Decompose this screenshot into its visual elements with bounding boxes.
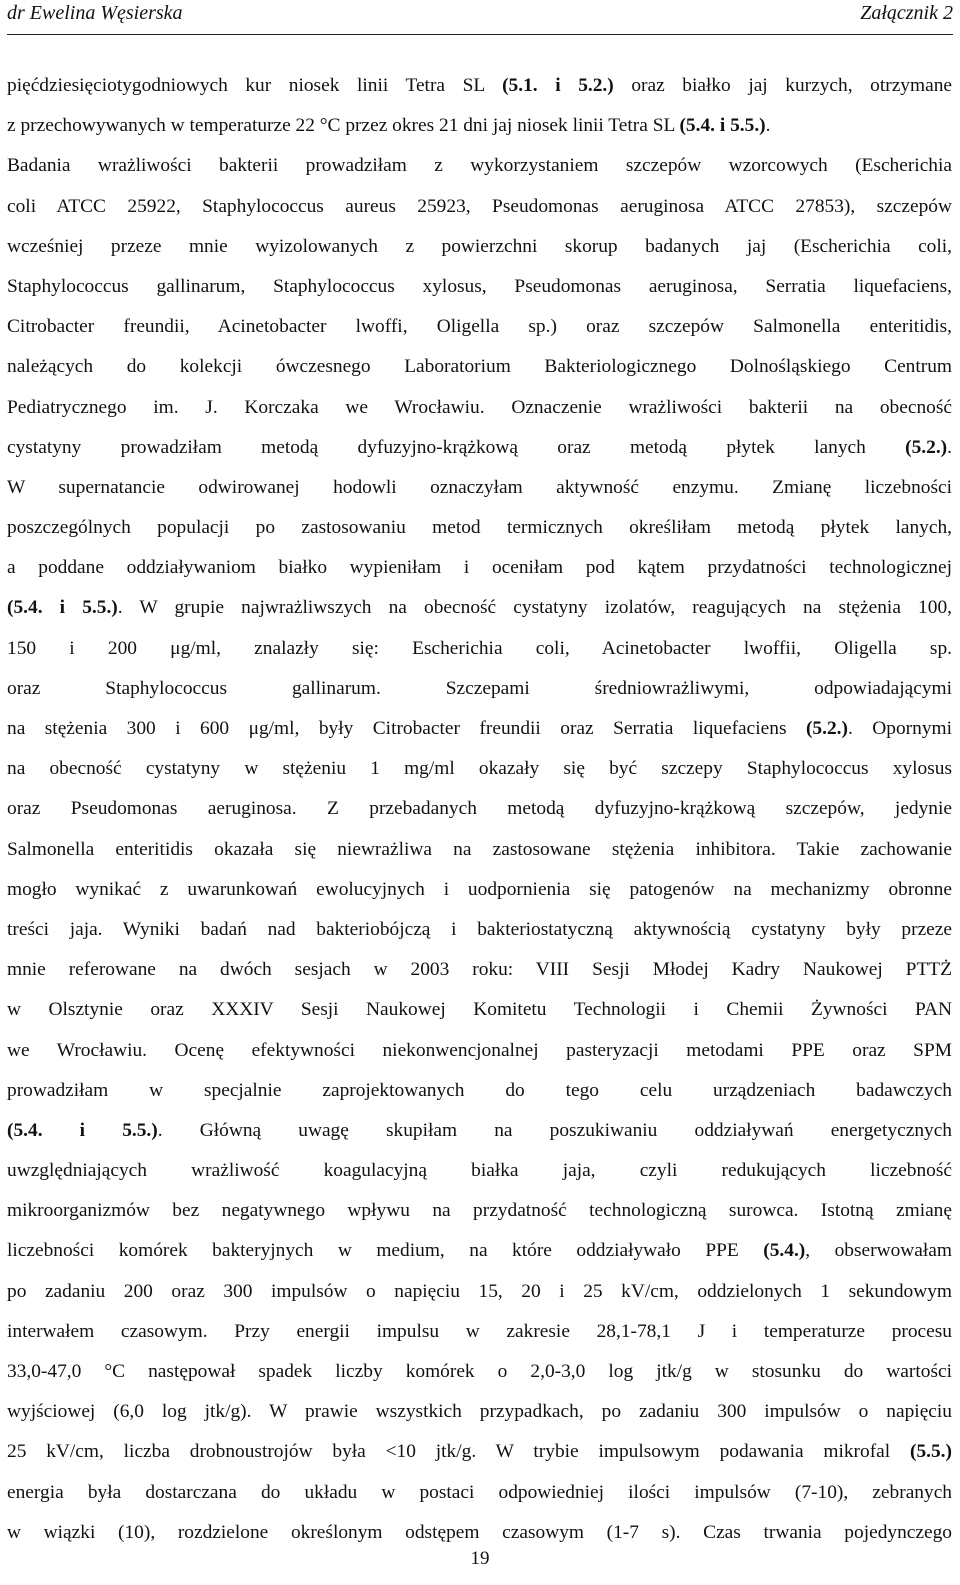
- text-line: [7, 1475, 952, 1515]
- text-line: [7, 1033, 952, 1073]
- text-segment: interwałem czasowym. Przy energii impulsu w zakresie 28,1-78,1 J i temperaturze procesu: [7, 1320, 952, 1342]
- text-line: [7, 751, 952, 791]
- text-segment: mnie referowane na dwóch sesjach w 2003 roku: VIII Sesji Młodej Kadry Naukowej PTTŻ: [7, 959, 952, 981]
- text-segment: wcześniej przeze mnie wyizolowanych z powierzchni skorup badanych jaj (Escherichia coli,: [7, 235, 952, 257]
- text-segment: liczebności komórek bakteryjnych w medium, na które oddziaływało PPE: [7, 1240, 764, 1262]
- text-segment: , obserwowałam: [805, 1240, 952, 1262]
- text-line: [7, 470, 952, 510]
- text-segment: 25 kV/cm, liczba drobnoustrojów była <10 jtk/g. W trybie impulsowym podawania mikrofal: [7, 1441, 910, 1463]
- text-segment: Salmonella enteritidis okazała się niewrażliwa na zastosowane stężenia inhibitora. Takie zachowanie: [7, 838, 952, 860]
- text-segment: na obecność cystatyny w stężeniu 1 mg/ml okazały się być szczepy Staphylococcus xylosus: [7, 758, 952, 780]
- text-line: [7, 1073, 952, 1113]
- header-attachment: Załącznik 2: [860, 2, 953, 24]
- text-segment: prowadziłam w specjalnie zaprojektowanych do tego celu urządzeniach badawczych: [7, 1079, 952, 1101]
- text-line: [7, 590, 952, 630]
- text-line: [7, 872, 952, 912]
- text-line: [7, 1274, 952, 1314]
- text-segment: uwzględniających wrażliwość koagulacyjną białka jaja, czyli redukujących liczebność: [7, 1160, 952, 1182]
- text-line: [7, 631, 952, 671]
- text-line: [7, 832, 952, 872]
- text-line: [7, 1434, 952, 1474]
- text-segment: 150 i 200 μg/ml, znalazły się: Escherichia coli, Acinetobacter lwoffii, Oligella sp.: [7, 637, 952, 659]
- page-number: 19: [470, 1548, 490, 1569]
- reference-marker: (5.5.): [909, 1441, 952, 1463]
- text-segment: oraz białko jaj kurzych, otrzymane: [613, 75, 952, 96]
- text-line: [7, 1153, 952, 1193]
- reference-marker: (5.4.): [763, 1240, 806, 1262]
- text-segment: Staphylococcus gallinarum, Staphylococcus xylosus, Pseudomonas aeruginosa, Serratia liquefaciens,: [7, 275, 952, 297]
- text-segment: . Opornymi: [847, 718, 952, 739]
- text-line: [7, 1394, 952, 1434]
- text-segment: treści jaja. Wyniki badań nad bakteriobójczą i bakteriostatyczną aktywnością cystatyny były przeze: [7, 918, 952, 940]
- text-segment: mogło wynikać z uwarunkowań ewolucyjnych i uodpornienia się patogenów na mechanizmy obronne: [7, 878, 952, 900]
- reference-marker: (5.4. i 5.5.): [7, 597, 118, 619]
- text-segment: . Główną uwagę skupiłam na poszukiwaniu oddziaływań energetycznych: [157, 1119, 953, 1141]
- text-line: [7, 992, 952, 1032]
- text-line: [7, 1354, 952, 1394]
- reference-marker: (5.2.): [905, 436, 948, 458]
- text-segment: 33,0-47,0 °C następował spadek liczby komórek o 2,0-3,0 log jtk/g w stosunku do wartości: [7, 1361, 952, 1382]
- text-segment: w wiązki (10), rozdzielone określonym odstępem czasowym (1-7 s). Czas trwania pojedynczego: [7, 1521, 952, 1543]
- text-line: [7, 430, 952, 470]
- text-segment: Pediatrycznego im. J. Korczaka we Wrocławiu. Oznaczenie wrażliwości bakterii na obecność: [7, 396, 952, 418]
- text-line: [7, 1314, 952, 1354]
- text-segment: energia była dostarczana do układu w postaci odpowiedniej ilości impulsów (7-10), zebranych: [7, 1481, 952, 1503]
- text-segment: Badania wrażliwości bakterii prowadziłam z wykorzystaniem szczepów wzorcowych (Escherichia: [7, 155, 952, 177]
- body-text: [7, 68, 952, 1555]
- text-segment: .: [765, 115, 771, 137]
- text-line: [7, 349, 952, 389]
- text-line: [7, 510, 952, 550]
- text-segment: coli ATCC 25922, Staphylococcus aureus 25923, Pseudomonas aeruginosa ATCC 27853), szczepów: [7, 195, 952, 217]
- text-line: [7, 108, 952, 148]
- text-line: [7, 1113, 952, 1153]
- text-line: [7, 952, 952, 992]
- text-segment: we Wrocławiu. Ocenę efektywności niekonwencjonalnej pasteryzacji metodami PPE oraz SPM: [7, 1039, 952, 1061]
- reference-marker: (5.2.): [805, 718, 848, 739]
- page-header: [7, 0, 953, 35]
- text-line: [7, 671, 952, 711]
- text-segment: na stężenia 300 i 600 μg/ml, były Citrobacter freundii oraz Serratia liquefaciens: [7, 718, 806, 739]
- text-segment: .: [947, 436, 952, 458]
- text-line: [7, 1233, 952, 1273]
- text-segment: po zadaniu 200 oraz 300 impulsów o napięciu 15, 20 i 25 kV/cm, oddzielonych 1 sekundowym: [7, 1280, 952, 1302]
- text-segment: pięćdziesięciotygodniowych kur niosek linii Tetra SL: [7, 75, 503, 96]
- text-segment: oraz Staphylococcus gallinarum. Szczepami średniowrażliwymi, odpowiadającymi: [7, 677, 952, 699]
- text-segment: mikroorganizmów bez negatywnego wpływu na przydatność technologiczną surowca. Istotną zmianę: [7, 1200, 952, 1222]
- text-segment: w Olsztynie oraz XXXIV Sesji Naukowej Komitetu Technologii i Chemii Żywności PAN: [7, 999, 952, 1021]
- text-segment: cystatyny prowadziłam metodą dyfuzyjno-krążkową oraz metodą płytek lanych: [7, 436, 906, 458]
- text-line: [7, 711, 952, 751]
- text-line: [7, 189, 952, 229]
- text-segment: . W grupie najwrażliwszych na obecność cystatyny izolatów, reagujących na stężenia 100,: [117, 597, 952, 619]
- reference-marker: (5.4. i 5.5.): [679, 115, 766, 137]
- text-segment: a poddane oddziaływaniom białko wypieniłam i oceniłam pod kątem przydatności technologicznej: [7, 557, 952, 579]
- text-line: [7, 550, 952, 590]
- text-line: [7, 791, 952, 831]
- text-segment: wyjściowej (6,0 log jtk/g). W prawie wszystkich przypadkach, po zadaniu 300 impulsów o napięciu: [7, 1401, 952, 1423]
- text-line: [7, 229, 952, 269]
- text-line: [7, 912, 952, 952]
- text-segment: oraz Pseudomonas aeruginosa. Z przebadanych metodą dyfuzyjno-krążkową szczepów, jedynie: [7, 798, 952, 820]
- text-segment: Citrobacter freundii, Acinetobacter lwoffi, Oligella sp.) oraz szczepów Salmonella enteritidis,: [7, 316, 952, 338]
- text-line: [7, 148, 952, 188]
- text-line: [7, 390, 952, 430]
- text-segment: z przechowywanych w temperaturze 22 °C przez okres 21 dni jaj niosek linii Tetra SL: [7, 115, 680, 137]
- header-author: dr Ewelina Węsierska: [7, 2, 183, 24]
- reference-marker: (5.4. i 5.5.): [7, 1119, 158, 1141]
- text-line: [7, 269, 952, 309]
- text-line: [7, 309, 952, 349]
- text-line: [7, 68, 952, 108]
- text-segment: W supernatancie odwirowanej hodowli oznaczyłam aktywność enzymu. Zmianę liczebności: [7, 476, 952, 498]
- text-segment: należących do kolekcji ówczesnego Laboratorium Bakteriologicznego Dolnośląskiego Centrum: [7, 356, 952, 378]
- text-segment: poszczególnych populacji po zastosowaniu metod termicznych określiłam metodą płytek lanych,: [7, 517, 952, 539]
- reference-marker: (5.1. i 5.2.): [502, 75, 614, 96]
- text-line: [7, 1193, 952, 1233]
